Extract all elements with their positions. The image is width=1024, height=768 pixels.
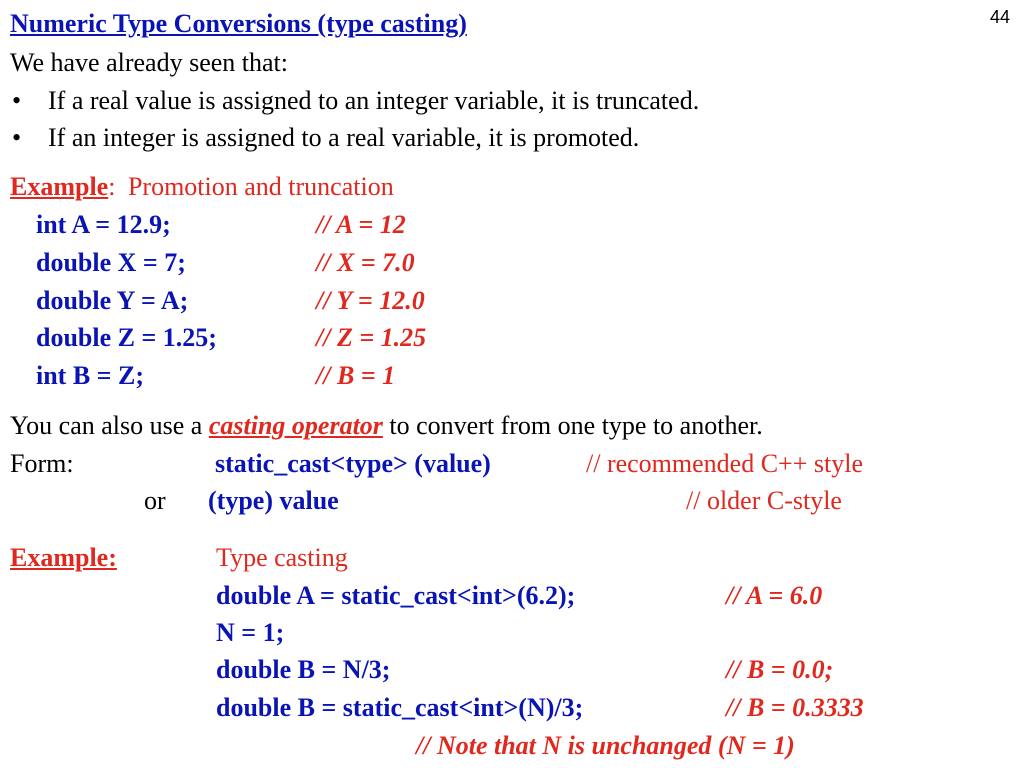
example1-colon: : (108, 172, 116, 201)
example2-code-line: N = 1; (216, 618, 285, 647)
intro-text: We have already seen that: (10, 48, 288, 77)
casting-operator-term: casting operator (208, 411, 383, 440)
example1-description: Promotion and truncation (127, 172, 394, 201)
example2-description: Type casting (216, 543, 348, 572)
example1-comment: // Z = 1.25 (316, 323, 427, 352)
form2-code: (type) value (208, 486, 339, 515)
example1-comment: // Y = 12.0 (316, 286, 425, 315)
example2-comment: // A = 6.0 (726, 581, 823, 610)
example1-comment: // B = 1 (316, 361, 396, 390)
slide-number: 44 (990, 7, 1011, 27)
casting-sentence (10, 413, 763, 439)
bullet-text: If a real value is assigned to an integer variable, it is truncated. (48, 86, 700, 115)
example2-comment: // B = 0.3333 (726, 693, 864, 722)
form-label: Form: (10, 449, 74, 478)
example1-comment: // X = 7.0 (316, 248, 415, 277)
casting-suffix: to convert from one type to another. (389, 411, 763, 440)
casting-prefix: You can also use a (10, 411, 203, 440)
example2-comment: // B = 0.0; (726, 655, 834, 684)
example1-label: Example (10, 172, 109, 201)
example1-code-line: double Z = 1.25; (36, 323, 217, 352)
example2-note: // Note that N is unchanged (N = 1) (416, 731, 795, 760)
slide-title: Numeric Type Conversions (type casting) (10, 9, 467, 38)
example2-code-line: double B = static_cast<int>(N)/3; (216, 693, 584, 722)
example1-code-line: double X = 7; (36, 248, 186, 277)
form1-comment: // recommended C++ style (586, 449, 863, 478)
bullet-text: If an integer is assigned to a real variable, it is promoted. (48, 123, 640, 152)
example1-code-line: int B = Z; (36, 361, 144, 390)
example1-comment: // A = 12 (316, 210, 406, 239)
example2-label: Example: (10, 543, 117, 572)
bullet-marker: • (12, 123, 22, 152)
example2-code-line: double B = N/3; (216, 655, 391, 684)
example1-heading (10, 174, 394, 200)
form1-code: static_cast<type> (value) (215, 449, 491, 478)
example1-code-line: double Y = A; (36, 286, 189, 315)
bullet-marker: • (12, 86, 22, 115)
example1-code-line: int A = 12.9; (36, 210, 171, 239)
or-label: or (144, 486, 166, 515)
form2-comment: // older C-style (686, 486, 842, 515)
example2-code-line: double A = static_cast<int>(6.2); (216, 581, 576, 610)
